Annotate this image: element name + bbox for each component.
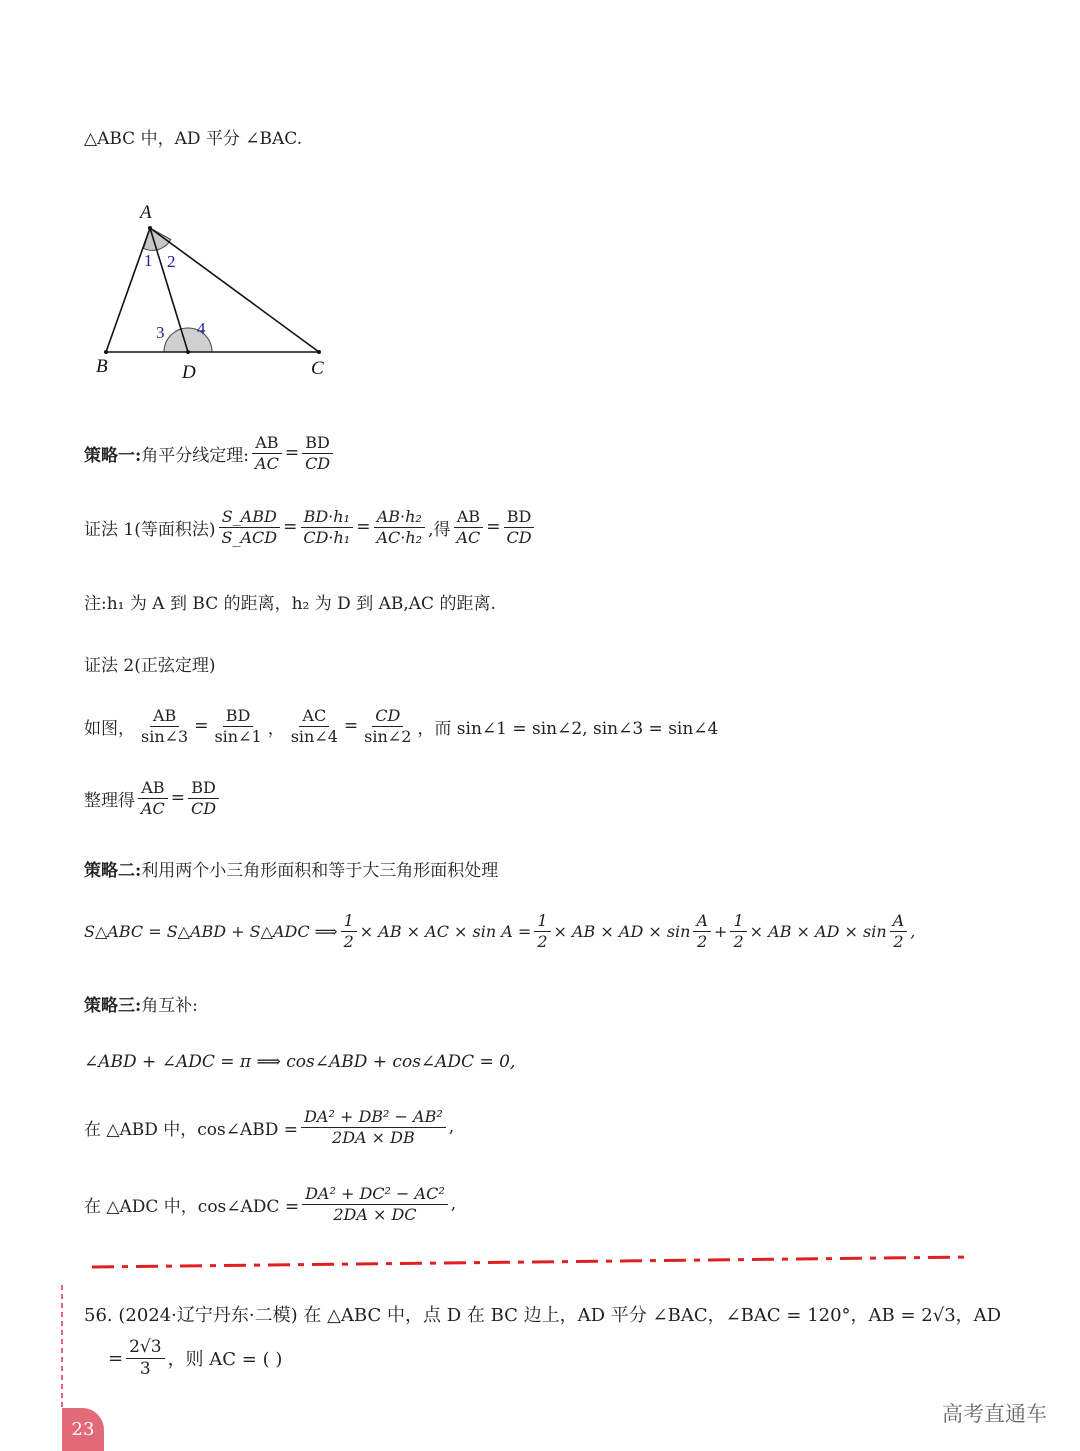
proof-1-label: 证法 1(等面积法) [84, 519, 216, 540]
triangle-figure [88, 196, 348, 396]
section-divider [0, 1246, 1080, 1286]
fraction-ac-sin4: $\frac{AC}{\sin\angle 4}$ [290, 706, 338, 746]
proof-1: 证法 1(等面积法) $\frac{\text{S\_ABD}}{\text{S\_ACD}}$ = $\frac{\text{BD·h₁}}{\text{CD·h₁}}$ = $\frac{\text{AB·h₂}}{\text{AC·h₂}}$ ,得 $\frac{AB}{AC}$ = $\frac{BD}{CD}$ [84, 508, 538, 546]
strategy-1 [84, 434, 336, 472]
label-C: C [311, 358, 324, 379]
fraction-half-1: $\frac{1}{2}$ [341, 912, 357, 950]
cos-abd [84, 1108, 454, 1146]
area-term-1: × AB × AC × sin A = [359, 921, 532, 941]
fraction-ab-h2: $\frac{\text{AB·h₂}}{\text{AC·h₂}}$ [373, 508, 425, 546]
plus-sign: + [714, 921, 728, 941]
supp-text: ∠ABD + ∠ADC = π ⟹ cos∠ABD + cos∠ADC = 0, [84, 1052, 516, 1072]
angle-1-label: 1 [144, 251, 153, 270]
area-end: , [910, 921, 916, 941]
strategy-3 [84, 991, 198, 1016]
fraction-cos-adc: $\frac{\text{DA² + DC² − AC²}}{2DA \times DC}$ [302, 1185, 448, 1223]
fraction-bd-cd-3: $\frac{BD}{CD}$ [188, 779, 219, 817]
watermark [942, 1398, 1047, 1428]
supplementary-formula [84, 1052, 515, 1072]
strategy-1-text: 角平分线定理: [141, 445, 250, 466]
fraction-cos-abd: $\frac{\text{DA² + DB² − AB²}}{2DA \times DB}$ [301, 1108, 446, 1146]
cos-adc-pre: 在 △ADC 中，cos∠ADC = [84, 1196, 300, 1217]
strategy-3-text: 角互补: [141, 996, 199, 1016]
proof-1-get: ,得 [428, 519, 451, 540]
area-lhs: S△ABC = S△ABD + S△ADC ⟹ [84, 921, 338, 941]
point-B [104, 350, 108, 354]
area-formula [84, 912, 915, 950]
fraction-a-half-1: $\frac{A}{2}$ [693, 912, 711, 950]
fraction-ab-ac-3: $\frac{AB}{AC}$ [138, 779, 168, 817]
fraction-bd-cd: $\frac{BD}{CD}$ [302, 434, 333, 472]
intro-label: △ABC 中，AD 平分 ∠BAC. [84, 129, 303, 149]
fraction-cd-sin2: $\frac{CD}{\sin\angle 2}$ [364, 706, 412, 746]
angle-3-label: 3 [156, 323, 165, 342]
label-D: D [182, 362, 196, 383]
angle-2-label: 2 [167, 252, 176, 271]
fraction-a-half-2: $\frac{A}{2}$ [890, 912, 908, 950]
strategy-2-text: 利用两个小三角形面积和等于大三角形面积处理 [141, 861, 499, 881]
page-number-badge [62, 1408, 104, 1451]
area-term-3: × AB × AD × sin [749, 921, 887, 941]
question-tail: ，则 AC = ( ) [167, 1349, 283, 1371]
strategy-1-title: 策略一: [84, 445, 142, 466]
watermark-text: 高考直通车 [942, 1402, 1047, 1426]
angle-sector-A [144, 228, 171, 250]
question-eq: = [108, 1347, 124, 1369]
strategy-3-title: 策略三: [84, 996, 142, 1016]
equals-sign: = [284, 443, 300, 464]
label-A: A [140, 202, 152, 223]
note-text: 注:h₁ 为 A 到 BC 的距离，h₂ 为 D 到 AB,AC 的距离. [84, 594, 496, 614]
fraction-area-ratio: $\frac{\text{S\_ABD}}{\text{S\_ACD}}$ [218, 508, 280, 546]
tidy: 整理得 $\frac{AB}{AC}$ = $\frac{BD}{CD}$ [84, 779, 222, 817]
strategy-2 [84, 856, 498, 881]
point-A [148, 226, 152, 230]
fraction-half-2: $\frac{1}{2}$ [534, 912, 550, 950]
side-AB [106, 228, 150, 352]
page-number: 23 [71, 1419, 95, 1440]
question-border [58, 1285, 68, 1415]
tidy-label: 整理得 [84, 790, 135, 811]
question-line-2 [108, 1338, 282, 1378]
strategy-2-title: 策略二: [84, 861, 142, 881]
proof-2-body: 如图， $\frac{AB}{\sin\angle 3}$ = $\frac{BD}{\sin\angle 1}$ ， $\frac{AC}{\sin\angle 4}$ = $\frac{CD}{\sin\angle 2}$ ，而 sin∠1 = sin∠2, sin∠3 = sin∠4 [84, 706, 719, 746]
intro-text [84, 124, 302, 149]
fraction-2sqrt3-3: $\frac{2√3}{3}$ [126, 1338, 164, 1378]
area-term-2: × AB × AD × sin [553, 921, 691, 941]
point-C [317, 350, 321, 354]
proof-2-label [84, 651, 215, 676]
fraction-ab-sin3: $\frac{AB}{\sin\angle 3}$ [141, 706, 189, 746]
question-line-1 [84, 1301, 1001, 1327]
cos-adc-end: , [450, 1194, 457, 1215]
fraction-half-3: $\frac{1}{2}$ [730, 912, 746, 950]
fraction-ab-ac-2: $\frac{AB}{AC}$ [453, 508, 483, 546]
fraction-bd-sin1: $\frac{BD}{\sin\angle 1}$ [214, 706, 262, 746]
cos-abd-pre: 在 △ABD 中，cos∠ABD = [84, 1119, 299, 1140]
cos-abd-end: , [448, 1117, 455, 1138]
fraction-ab-ac: $\frac{AB}{AC}$ [252, 434, 282, 472]
note [84, 589, 496, 614]
ru-tu: 如图， [84, 718, 135, 739]
label-B: B [96, 356, 108, 377]
point-D [186, 350, 190, 354]
proof-2-title: 证法 2(正弦定理) [84, 656, 216, 676]
cos-adc [84, 1185, 456, 1223]
question-text: 56. (2024·辽宁丹东·二模) 在 △ABC 中，点 D 在 BC 边上，AD 平分 ∠BAC，∠BAC = 120°，AB = 2√3，AD [84, 1305, 1002, 1326]
angle-4-label: 4 [197, 319, 206, 338]
fraction-bd-cd-2: $\frac{BD}{CD}$ [504, 508, 535, 546]
fraction-bd-h1: $\frac{\text{BD·h₁}}{\text{CD·h₁}}$ [300, 508, 353, 546]
proof-2-tail: ，而 sin∠1 = sin∠2, sin∠3 = sin∠4 [417, 718, 719, 739]
